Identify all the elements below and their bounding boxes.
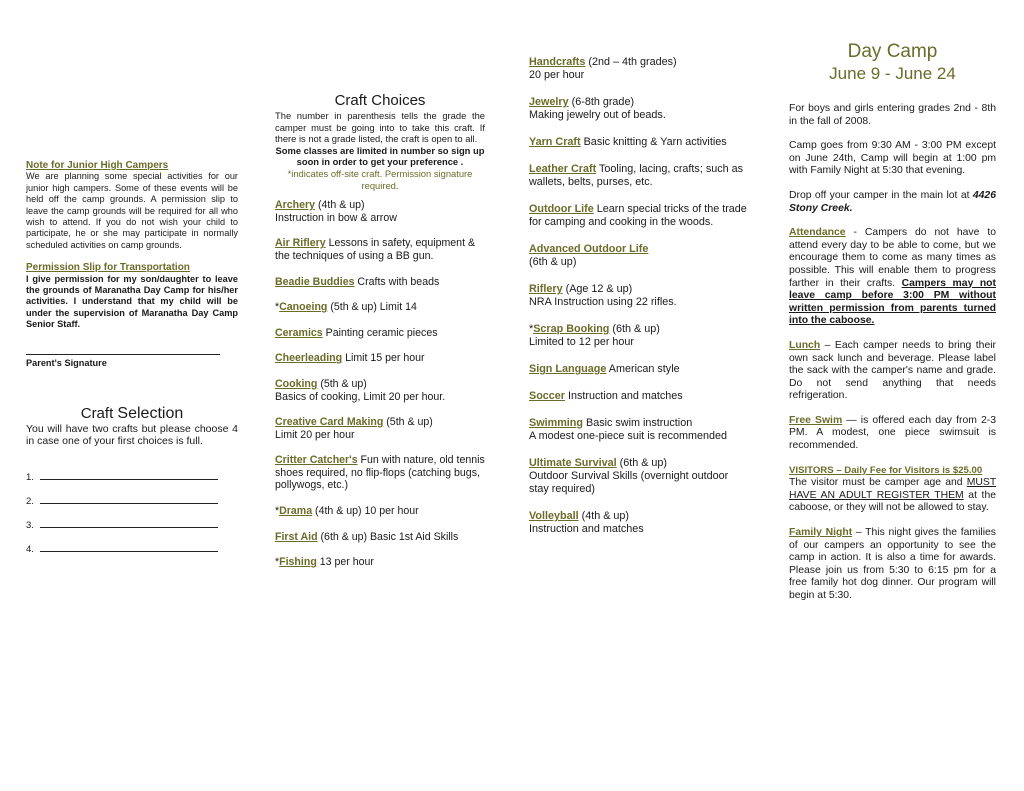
attendance-title: Attendance xyxy=(789,227,846,239)
craft-item xyxy=(275,276,485,289)
choice-line[interactable]: 4. xyxy=(26,531,238,555)
craft-name: Drama xyxy=(279,505,313,518)
craft-item xyxy=(529,363,749,376)
craft-item xyxy=(275,301,485,314)
craft-choices-note: *indicates off-site craft. Permission signature required. xyxy=(287,167,473,191)
permission-title: Permission Slip for Transportation xyxy=(26,262,190,274)
craft-name: Archery xyxy=(275,199,316,212)
craft-detail-line: A modest one-piece suit is recommended xyxy=(529,430,728,442)
craft-name: Air Riflery xyxy=(275,237,326,250)
grades-text: For boys and girls entering grades 2nd - 8th in the fall of 2008. xyxy=(789,103,996,127)
craft-selection-body: You will have two crafts but please choose 4 in case one of your first choices is full. xyxy=(26,423,238,448)
craft-item xyxy=(529,243,749,269)
choice-line[interactable]: 1. xyxy=(26,459,238,483)
offsite-star: * xyxy=(275,301,280,314)
dropoff-text: Drop off your camper in the main lot at 4426 Stony Creek. xyxy=(789,189,996,214)
craft-name: Jewelry xyxy=(529,96,569,108)
craft-item xyxy=(275,237,485,262)
day-camp-title: Day Camp xyxy=(847,41,938,62)
craft-item xyxy=(529,96,749,122)
craft-item xyxy=(529,323,749,349)
offsite-star: * xyxy=(275,556,280,569)
day-camp-dates: June 9 - June 24 xyxy=(829,64,956,83)
craft-detail: (6-8th grade) xyxy=(568,96,635,108)
craft-detail-line: Limit 20 per hour xyxy=(275,428,355,441)
craft-detail: (6th & up) Basic 1st Aid Skills xyxy=(317,530,459,543)
craft-list-b xyxy=(529,56,749,536)
craft-name: Creative Card Making xyxy=(275,416,384,429)
craft-item xyxy=(275,505,485,518)
craft-detail-line: Instruction in bow & arrow xyxy=(275,211,397,224)
craft-detail: American style xyxy=(606,363,680,375)
craft-list-a xyxy=(275,199,485,569)
craft-item xyxy=(275,556,485,569)
craft-detail-line: 20 per hour xyxy=(529,69,585,81)
craft-name: Ultimate Survival xyxy=(529,457,617,469)
craft-name: Scrap Booking xyxy=(533,323,610,335)
craft-name: Volleyball xyxy=(529,510,579,522)
craft-item xyxy=(529,417,749,443)
craft-selection-title xyxy=(26,405,238,423)
craft-detail: (Age 12 & up) xyxy=(562,283,633,295)
craft-item xyxy=(275,416,485,441)
free-swim-title: Free Swim xyxy=(789,414,843,426)
craft-detail: (6th & up) xyxy=(616,457,668,469)
panel-day-camp xyxy=(789,0,996,603)
craft-item xyxy=(529,163,749,189)
craft-choices-title: Craft Choices xyxy=(334,92,426,109)
offsite-star: * xyxy=(529,323,534,335)
choice-line[interactable]: 2. xyxy=(26,483,238,507)
permission-body: I give permission for my son/daughter to leave the grounds of Maranatha Day Camp for his/her activities. I understand that my child will be under the supervision of Maranatha Day Camp Senior Staff. xyxy=(26,273,238,330)
craft-detail-line: Instruction and matches xyxy=(529,523,644,535)
craft-selection-title-a: Craft xyxy=(80,405,118,423)
craft-detail: Crafts with beads xyxy=(354,275,440,288)
craft-name: Soccer xyxy=(529,390,566,402)
family-night-title: Family Night xyxy=(789,527,853,539)
craft-name: Fishing xyxy=(279,556,317,569)
free-swim-text: Free Swim — is offered each day from 2-3 PM. A modest, one piece swimsuit is recommended. xyxy=(789,414,996,452)
visitors-title: VISITORS – Daily Fee for Visitors is $25.00 xyxy=(789,464,983,476)
craft-name: Handcrafts xyxy=(529,56,586,68)
craft-name: Cooking xyxy=(275,377,318,390)
panel-craft-choices-cont xyxy=(529,0,749,536)
craft-choices-limited: Some classes are limited in number so sign up soon in order to get your preference . xyxy=(275,144,485,168)
craft-item xyxy=(275,378,485,403)
craft-detail-line: Limited to 12 per hour xyxy=(529,336,635,348)
craft-name: Outdoor Life xyxy=(529,203,594,215)
craft-name: Canoeing xyxy=(279,301,328,314)
lunch-text: Lunch – Each camper needs to bring their own sack lunch and beverage. Please label the sack with the camper's name and grade. Do not send anything that needs refrigeration. xyxy=(789,339,996,402)
craft-item xyxy=(275,352,485,365)
craft-detail: Basic knitting & Yarn activities xyxy=(580,136,727,148)
craft-choices-intro: The number in parenthesis tells the grade the camper must be going into to take this craft. If there is not a grade listed, the craft is open to all. xyxy=(275,110,485,145)
craft-detail: Basic swim instruction xyxy=(583,417,693,429)
craft-detail: (4th & up) xyxy=(315,199,365,212)
craft-name: Sign Language xyxy=(529,363,607,375)
craft-name: Riflery xyxy=(529,283,563,295)
craft-item xyxy=(529,390,749,403)
choice-lines xyxy=(26,459,238,555)
craft-detail: Learn special tricks of the trade for camping and cooking in the woods. xyxy=(529,203,747,228)
craft-name: Swimming xyxy=(529,417,583,429)
craft-detail: Tooling, lacing, crafts; such as wallets, belts, purses, etc. xyxy=(529,163,744,188)
panel-craft-choices xyxy=(275,0,485,569)
craft-detail: Limit 15 per hour xyxy=(342,352,425,365)
craft-item xyxy=(275,327,485,340)
craft-name: Ceramics xyxy=(275,326,323,339)
craft-detail: (6th & up) xyxy=(609,323,660,335)
craft-item xyxy=(275,531,485,544)
hours-text: Camp goes from 9:30 AM - 3:00 PM except on June 24th, Camp will begin at 1:00 pm with Family Night at 5:30 that evening. xyxy=(789,140,996,177)
choice-line[interactable]: 3. xyxy=(26,507,238,531)
craft-name: Critter Catcher's xyxy=(275,454,358,467)
craft-item xyxy=(529,203,749,229)
visitors-text: The visitor must be camper age and MUST HAVE AN ADULT REGISTER THEM at the caboose, or they will not be allowed to stay. xyxy=(789,477,996,514)
address: 4426 Stony Creek. xyxy=(789,189,996,214)
craft-detail: Lessons in safety, equipment & the techniques of using a BB gun. xyxy=(275,237,476,262)
craft-name: First Aid xyxy=(275,530,318,543)
craft-detail: 13 per hour xyxy=(316,556,374,569)
craft-item xyxy=(529,283,749,309)
craft-name: Leather Craft xyxy=(529,163,597,175)
craft-selection-title-b: Selection xyxy=(117,405,184,423)
craft-detail: (5th & up) xyxy=(317,377,367,390)
jh-title: Note for Junior High Campers xyxy=(26,160,169,171)
craft-detail-line: Making jewelry out of beads. xyxy=(529,109,666,121)
craft-name: Yarn Craft xyxy=(529,136,581,148)
attendance-warning: Campers may not leave camp before 3:00 PM without written permission from parents turned into the caboose. xyxy=(789,277,996,327)
craft-detail: (2nd – 4th grades) xyxy=(585,56,677,68)
craft-item xyxy=(275,454,485,492)
craft-detail-line: Outdoor Survival Skills (overnight outdoor stay required) xyxy=(529,470,729,495)
lunch-title: Lunch xyxy=(789,339,821,351)
craft-detail-line: (6th & up) xyxy=(529,256,577,268)
craft-detail-line: NRA Instruction using 22 rifles. xyxy=(529,296,677,308)
craft-detail: Fun with nature, old tennis shoes required, no flip-flops (catching bugs, pollywogs, etc.) xyxy=(275,454,485,492)
family-night-text: Family Night – This night gives the families of our campers an opportunity to see the camp in action. It is also a time for awards. Please join us from 5:30 to 6:15 pm for a free family hot dog dinner. Our program will begin at 5:30. xyxy=(789,527,996,601)
signature-line xyxy=(26,353,220,355)
craft-name: Beadie Buddies xyxy=(275,275,355,288)
craft-detail: (4th & up) 10 per hour xyxy=(312,505,419,518)
offsite-star: * xyxy=(275,505,280,518)
craft-detail: Painting ceramic pieces xyxy=(322,326,438,339)
jh-body: We are planning some special activities for our junior high campers. Some of these events will be held off the camp grounds. A permission slip to leave the camp grounds will be required for all who wish to attend. If you do not wish your child to participate, he or she may participate in normally scheduled activities on camp grounds. xyxy=(26,171,238,250)
craft-detail: (5th & up) xyxy=(383,416,433,429)
craft-detail: (4th & up) xyxy=(578,510,630,522)
craft-name: Cheerleading xyxy=(275,352,343,365)
craft-detail: Instruction and matches xyxy=(565,390,683,402)
craft-name: Advanced Outdoor Life xyxy=(529,243,649,255)
attendance-text: Attendance - Campers do not have to attend every day to be able to come, but we encourage them to come as many times as possible. This will enable them to progress farther in their crafts. Campers may not leave camp before 3:00 PM without written permission from parents turned into the caboose. xyxy=(789,227,996,327)
craft-item xyxy=(529,56,749,82)
craft-detail-line: Basics of cooking, Limit 20 per hour. xyxy=(275,390,446,403)
craft-item xyxy=(529,457,749,496)
craft-detail: (5th & up) Limit 14 xyxy=(327,301,417,314)
craft-item xyxy=(275,199,485,224)
craft-item xyxy=(529,510,749,536)
signature-label: Parent's Signature xyxy=(26,357,107,368)
craft-item xyxy=(529,136,749,149)
panel-junior-high xyxy=(26,0,238,555)
